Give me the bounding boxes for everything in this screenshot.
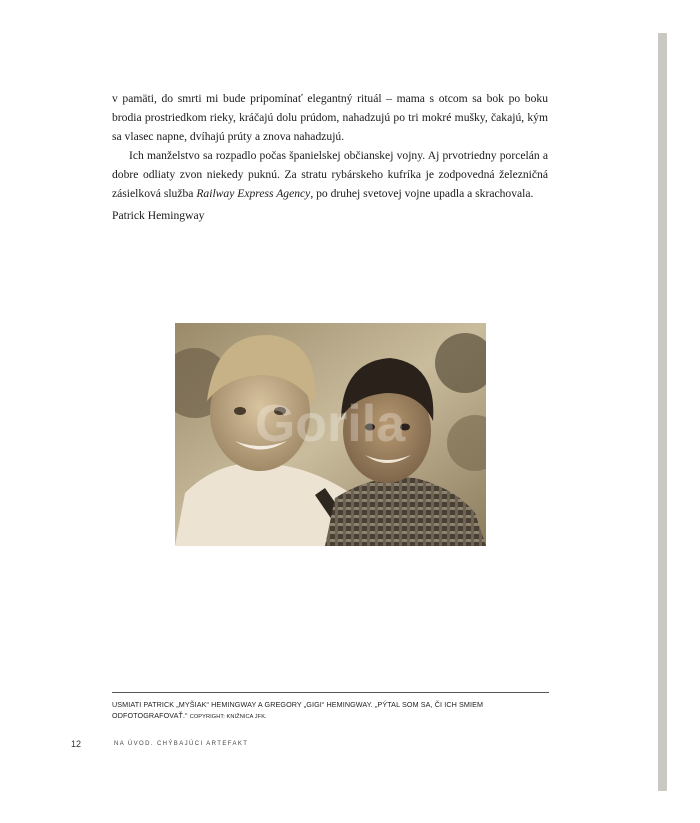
body-text [112,89,548,203]
page-number: 12 [71,739,82,749]
caption-divider [112,692,549,693]
page-edge-shadow [658,33,667,791]
paragraph-2-text-start: Ich manželstvo sa rozpadlo počas španielskej občianskej vojny. Aj prvotriedny porcelán a dobre odliaty zvon niekedy puknú. Za stratu rybárskeho kufríka je zodpovedná železničná zásielková služba [112,149,548,200]
running-head: NA ÚVOD. CHÝBAJÚCI ARTEFAKT [114,741,249,747]
company-name-italic: Railway Express Agency [196,187,311,200]
photo-caption [112,699,552,723]
watermark-text: Gorila [254,395,406,453]
paragraph-2 [112,146,548,203]
caption-credit: COPYRIGHT: KNIŽNICA JFK. [189,714,267,720]
paragraph-2-text-end: , po druhej svetovej vojne upadla a skrachovala. [310,187,534,200]
photo-illustration [175,323,486,546]
author-signature: Patrick Hemingway [112,209,205,222]
photo-two-boys [175,323,486,546]
caption-text: USMIATI PATRICK „MYŠIAK“ HEMINGWAY A GREGORY „GIGI“ HEMINGWAY. „PÝTAL SOM SA, ČI ICH SMIEM ODFOTOGRAFOVAŤ.“ [112,700,484,720]
paragraph-1: v pamäti, do smrti mi bude pripomínať elegantný rituál – mama s otcom sa bok po boku brodia prostriedkom rieky, kráčajú dolu prúdom, nahadzujú po tri mokré mušky, čakajú, kým sa vlasec napne, dvíhajú prúty a znova nahadzujú. [112,92,548,143]
